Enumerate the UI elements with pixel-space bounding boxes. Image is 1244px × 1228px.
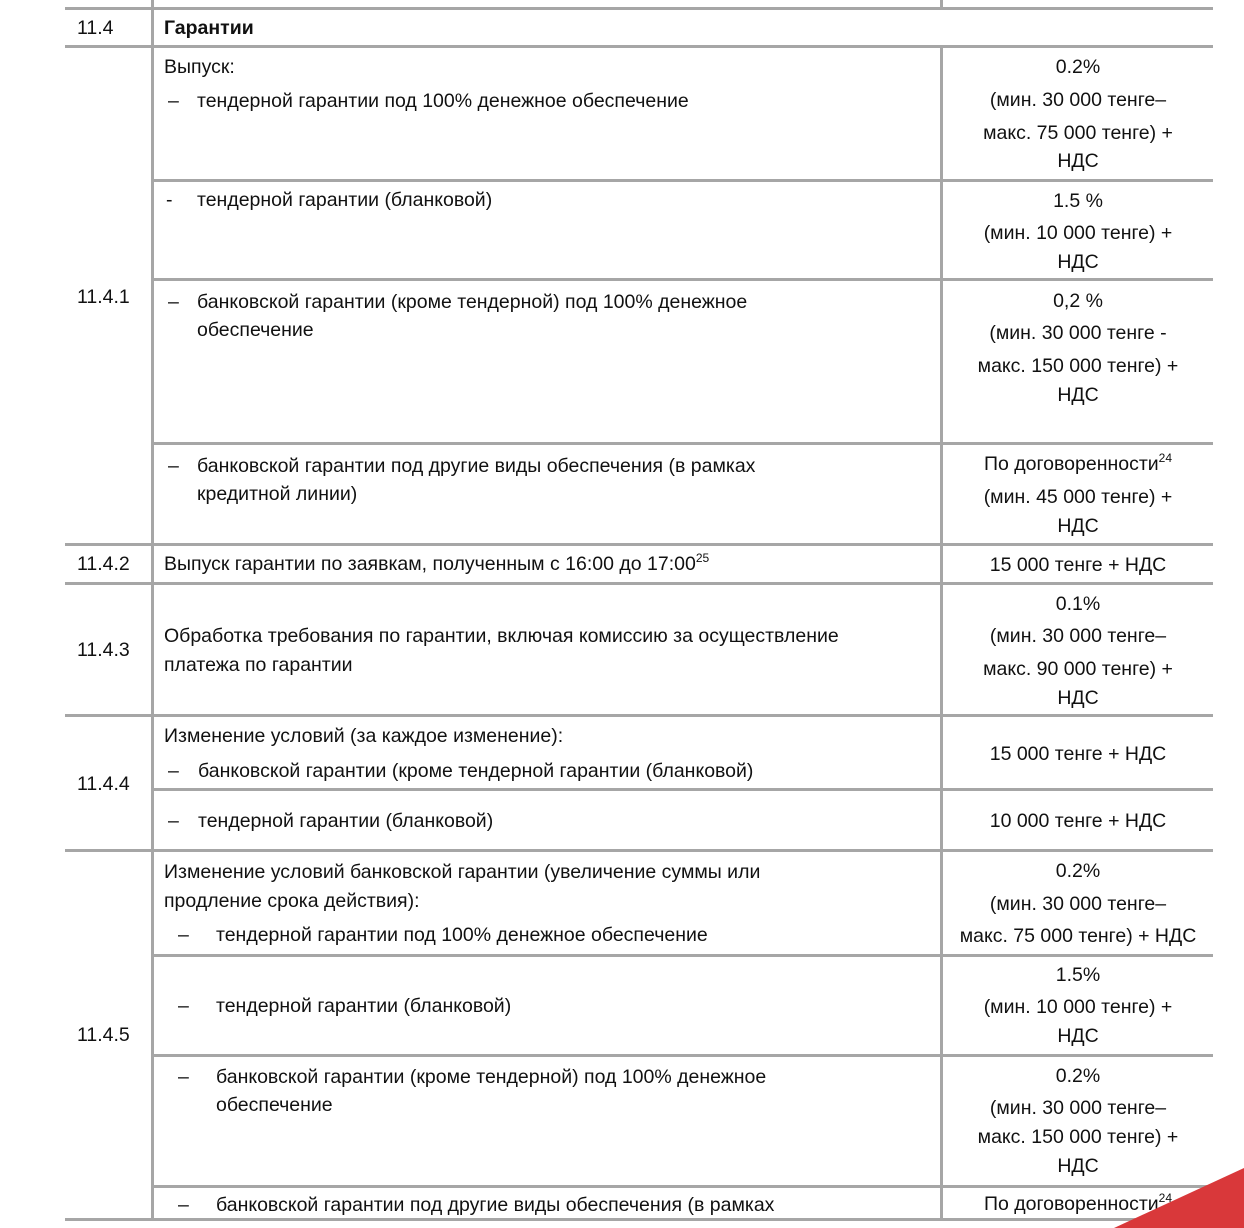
item-text: тендерной гарантии (бланковой): [198, 810, 494, 832]
table-rule: [152, 954, 1213, 957]
item-text: обеспечение: [216, 1094, 333, 1116]
table-rule: [152, 278, 1213, 281]
item-text: обеспечение: [197, 319, 314, 341]
fee-value: макс. 75 000 тенге) +: [983, 122, 1173, 144]
item-text: банковской гарантии (кроме тендерной гарантии (бланковой): [198, 760, 754, 782]
table-rule: [152, 788, 1213, 791]
fee-value: (мин. 10 000 тенге) +: [983, 996, 1173, 1018]
table-rule: [65, 1218, 1213, 1221]
fee-value: (мин. 45 000 тенге) +: [983, 486, 1173, 508]
item-text: тендерной гарантии под 100% денежное обеспечение: [216, 924, 708, 946]
item-text: тендерной гарантии (бланковой): [216, 995, 512, 1017]
section-number: 11.4: [77, 17, 114, 39]
fee-value: [944, 451, 1212, 475]
bullet-dash: –: [168, 90, 179, 112]
table-rule: [152, 442, 1213, 445]
fee-value: 1.5%: [1055, 964, 1101, 986]
row-intro: Изменение условий банковской гарантии (увеличение суммы или: [164, 861, 761, 883]
fee-value: НДС: [1057, 687, 1099, 709]
fee-value: 1.5 %: [1053, 190, 1103, 212]
bullet-dash: –: [178, 1066, 189, 1088]
fee-value: НДС: [1057, 251, 1099, 273]
row-text: платежа по гарантии: [164, 654, 353, 676]
fee-value: 0,2 %: [1053, 290, 1103, 312]
item-text: кредитной линии): [197, 483, 358, 505]
footnote-ref[interactable]: 24: [1158, 451, 1173, 465]
row-intro: Изменение условий (за каждое изменение):: [164, 725, 564, 747]
fee-value: НДС: [1057, 1025, 1099, 1047]
row-text-body: Выпуск гарантии по заявкам, полученным с 16:00 до 17:00: [164, 553, 696, 575]
bullet-dash: –: [178, 995, 189, 1017]
fee-value: макс. 75 000 тенге) + НДС: [959, 925, 1197, 947]
fee-value: 0.2%: [1055, 860, 1101, 882]
row-number: 11.4.3: [77, 639, 130, 661]
fee-value: НДС: [1057, 1155, 1099, 1177]
fee-value: (мин. 30 000 тенге -: [989, 322, 1167, 344]
fee-value: макс. 150 000 тенге) +: [977, 1126, 1179, 1148]
item-text: банковской гарантии под другие виды обеспечения (в рамках: [197, 455, 756, 477]
fee-text: По договоренности: [983, 1193, 1159, 1215]
row-intro: Выпуск:: [164, 56, 235, 78]
item-text: тендерной гарантии под 100% денежное обеспечение: [197, 90, 689, 112]
table-rule: [65, 45, 1213, 48]
fee-value: НДС: [1057, 515, 1099, 537]
table-rule: [65, 714, 1213, 717]
table-rule: [65, 849, 1213, 852]
table-rule: [65, 582, 1213, 585]
fee-value: (мин. 30 000 тенге–: [989, 1097, 1167, 1119]
fee-value: 0.1%: [1055, 593, 1101, 615]
row-number: 11.4.5: [77, 1024, 130, 1046]
fee-value: (мин. 10 000 тенге) +: [983, 222, 1173, 244]
decorative-corner-triangle: [1114, 1168, 1244, 1228]
section-title: Гарантии: [164, 17, 254, 39]
column-divider: [940, 46, 943, 1220]
fee-value: НДС: [1057, 150, 1099, 172]
bullet-dash: –: [178, 924, 189, 946]
fee-value: 15 000 тенге + НДС: [989, 554, 1167, 576]
column-divider: [940, 0, 943, 9]
table-rule: [152, 1054, 1213, 1057]
fee-value: макс. 90 000 тенге) +: [983, 658, 1173, 680]
fee-value: 0.2%: [1055, 1065, 1101, 1087]
table-rule: [152, 1185, 1213, 1188]
bullet-dash: –: [168, 760, 179, 782]
fee-value: 0.2%: [1055, 56, 1101, 78]
fee-value: (мин. 30 000 тенге–: [989, 893, 1167, 915]
bullet-dash: –: [168, 810, 179, 832]
row-text: [164, 551, 710, 575]
fee-text: По договоренности: [983, 453, 1159, 475]
row-text: Обработка требования по гарантии, включая комиссию за осуществление: [164, 625, 839, 647]
item-text: тендерной гарантии (бланковой): [197, 189, 493, 211]
bullet-dash: -: [166, 189, 173, 211]
item-text: банковской гарантии под другие виды обеспечения (в рамках: [216, 1194, 775, 1216]
bullet-dash: –: [168, 291, 179, 313]
column-divider: [151, 0, 154, 1220]
item-text: банковской гарантии (кроме тендерной) под 100% денежное: [197, 291, 748, 313]
table-rule: [152, 179, 1213, 182]
item-text: банковской гарантии (кроме тендерной) под 100% денежное: [216, 1066, 767, 1088]
fee-value: (мин. 30 000 тенге–: [989, 625, 1167, 647]
row-number: 11.4.2: [77, 553, 130, 575]
fee-value: 15 000 тенге + НДС: [989, 743, 1167, 765]
bullet-dash: –: [178, 1194, 189, 1216]
row-number: 11.4.1: [77, 286, 130, 308]
bullet-dash: –: [168, 455, 179, 477]
table-rule: [65, 543, 1213, 546]
row-number: 11.4.4: [77, 773, 130, 795]
fee-value: (мин. 30 000 тенге–: [989, 89, 1167, 111]
footnote-ref[interactable]: 25: [695, 551, 710, 565]
row-intro: продление срока действия):: [164, 890, 420, 912]
fee-value: 10 000 тенге + НДС: [989, 810, 1167, 832]
footnote-ref[interactable]: 24: [1158, 1191, 1173, 1205]
fee-value: НДС: [1057, 384, 1099, 406]
table-rule: [65, 7, 1213, 10]
fee-value: макс. 150 000 тенге) +: [977, 355, 1179, 377]
